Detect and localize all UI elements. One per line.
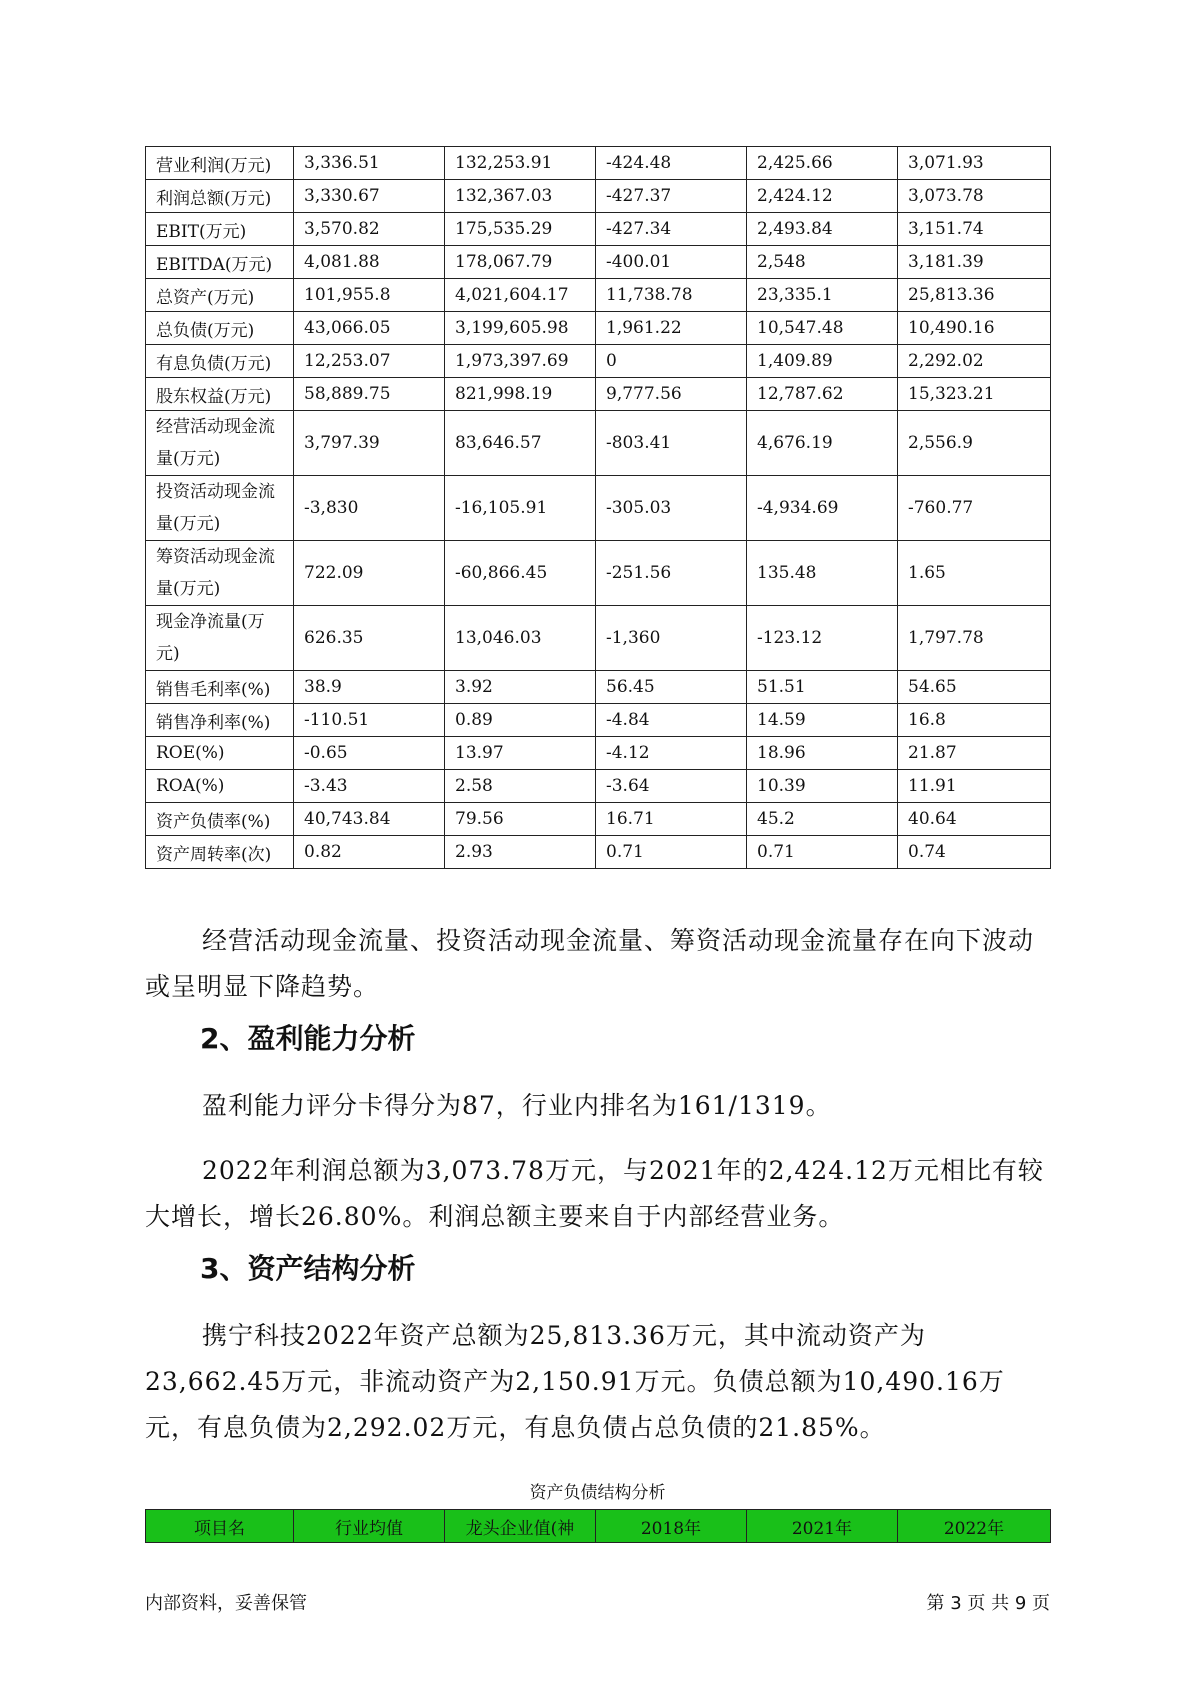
table-row [146, 770, 1051, 803]
table-caption: 资产负债结构分析 [529, 1483, 666, 1503]
row-label: 销售毛利率(%) [146, 671, 294, 704]
table-cell: 23,335.1 [747, 279, 898, 312]
row-label-line: 经营活动现金流 [156, 417, 275, 437]
profit-paragraph: 2022年利润总额为3,073.78万元，与2021年的2,424.12万元相比有较大增长，增长26.80%。利润总额主要来自于内部经营业务。 [145, 1156, 1044, 1231]
table-cell: -760.77 [898, 476, 1051, 541]
table-row [146, 803, 1051, 836]
table-cell: -4.12 [596, 737, 747, 770]
table-cell: 3,797.39 [294, 411, 445, 476]
row-label: 销售净利率(%) [146, 704, 294, 737]
table-cell: 21.87 [898, 737, 1051, 770]
table-cell: 4,021,604.17 [445, 279, 596, 312]
table-cell: 0.71 [747, 836, 898, 869]
table-cell: 43,066.05 [294, 312, 445, 345]
footer-confidential-note: 内部资料，妥善保管 [145, 1593, 307, 1614]
table-cell: 132,253.91 [445, 147, 596, 180]
row-label: EBITDA(万元) [146, 246, 294, 279]
table-cell: 3,073.78 [898, 180, 1051, 213]
table-cell: 16.8 [898, 704, 1051, 737]
table-cell: 51.51 [747, 671, 898, 704]
table-cell: -110.51 [294, 704, 445, 737]
table-cell: 12,253.07 [294, 345, 445, 378]
row-label [146, 411, 294, 476]
table-cell: 38.9 [294, 671, 445, 704]
table-cell: 132,367.03 [445, 180, 596, 213]
table-cell: 16.71 [596, 803, 747, 836]
table-cell: 40,743.84 [294, 803, 445, 836]
table-cell: 2,292.02 [898, 345, 1051, 378]
table-cell: 1,409.89 [747, 345, 898, 378]
table-row [146, 671, 1051, 704]
table-cell: 4,081.88 [294, 246, 445, 279]
table-cell: 9,777.56 [596, 378, 747, 411]
row-label-line: 量(万元) [156, 449, 221, 469]
table-cell: 4,676.19 [747, 411, 898, 476]
table-cell: 101,955.8 [294, 279, 445, 312]
profitability-heading: 2、盈利能力分析 [200, 1022, 416, 1055]
table-cell: -0.65 [294, 737, 445, 770]
table-cell: 0.74 [898, 836, 1051, 869]
table-cell: 3,181.39 [898, 246, 1051, 279]
footer-page-number: 第 3 页 共 9 页 [926, 1593, 1050, 1614]
row-label-line: 元) [156, 644, 180, 664]
table-cell: -424.48 [596, 147, 747, 180]
table-cell: -305.03 [596, 476, 747, 541]
table-cell: 2.93 [445, 836, 596, 869]
table-header-row [146, 1510, 1051, 1543]
table-cell: 11.91 [898, 770, 1051, 803]
row-label: ROA(%) [146, 770, 294, 803]
row-label: 股东权益(万元) [146, 378, 294, 411]
row-label: 有息负债(万元) [146, 345, 294, 378]
table-cell: 13,046.03 [445, 606, 596, 671]
table-cell: 821,998.19 [445, 378, 596, 411]
table-cell: -4,934.69 [747, 476, 898, 541]
table-row [146, 246, 1051, 279]
table-row [146, 476, 1051, 541]
column-header: 项目名 [146, 1510, 294, 1543]
table-cell: -16,105.91 [445, 476, 596, 541]
table-cell: -3.64 [596, 770, 747, 803]
row-label [146, 541, 294, 606]
table-cell: -251.56 [596, 541, 747, 606]
table-cell: 40.64 [898, 803, 1051, 836]
cashflow-paragraph: 经营活动现金流量、投资活动现金流量、筹资活动现金流量存在向下波动或呈明显下降趋势。 [145, 926, 1035, 1001]
row-label: 利润总额(万元) [146, 180, 294, 213]
table-row [146, 345, 1051, 378]
asset-paragraph: 携宁科技2022年资产总额为25,813.36万元，其中流动资产为23,662.45万元，非流动资产为2,150.91万元。负债总额为10,490.16万元，有息负债为2,292.02万元，有息负债占总负债的21.85%。 [145, 1321, 1005, 1442]
table-row [146, 378, 1051, 411]
table-cell: 1,961.22 [596, 312, 747, 345]
table-cell: 18.96 [747, 737, 898, 770]
table-cell: -123.12 [747, 606, 898, 671]
row-label-line: 量(万元) [156, 579, 221, 599]
table-cell: 722.09 [294, 541, 445, 606]
table-cell: 0.71 [596, 836, 747, 869]
table-cell: 54.65 [898, 671, 1051, 704]
table-cell: 12,787.62 [747, 378, 898, 411]
table-row [146, 704, 1051, 737]
table-cell: 3,199,605.98 [445, 312, 596, 345]
asset-structure-heading: 3、资产结构分析 [200, 1252, 416, 1285]
table-cell: 3,570.82 [294, 213, 445, 246]
table-cell: 14.59 [747, 704, 898, 737]
table-cell: -1,360 [596, 606, 747, 671]
table-cell: 175,535.29 [445, 213, 596, 246]
table-cell: -803.41 [596, 411, 747, 476]
row-label [146, 476, 294, 541]
row-label: EBIT(万元) [146, 213, 294, 246]
row-label: 资产周转率(次) [146, 836, 294, 869]
row-label: 营业利润(万元) [146, 147, 294, 180]
table-row [146, 312, 1051, 345]
table-cell: 13.97 [445, 737, 596, 770]
row-label [146, 606, 294, 671]
table-cell: 3.92 [445, 671, 596, 704]
table-cell: 3,071.93 [898, 147, 1051, 180]
financial-metrics-table [145, 146, 1051, 869]
column-header: 2018年 [596, 1510, 747, 1543]
table-cell: 0 [596, 345, 747, 378]
table-row [146, 279, 1051, 312]
score-paragraph: 盈利能力评分卡得分为87，行业内排名为161/1319。 [202, 1091, 832, 1120]
row-label: 总资产(万元) [146, 279, 294, 312]
table-cell: 2,493.84 [747, 213, 898, 246]
table-cell: 15,323.21 [898, 378, 1051, 411]
table-cell: 83,646.57 [445, 411, 596, 476]
table-cell: -3.43 [294, 770, 445, 803]
table-cell: 2,548 [747, 246, 898, 279]
table-cell: 2,556.9 [898, 411, 1051, 476]
table-row [146, 606, 1051, 671]
row-label: 总负债(万元) [146, 312, 294, 345]
table-cell: 2,425.66 [747, 147, 898, 180]
column-header: 龙头企业值(神 [445, 1510, 596, 1543]
table-cell: 1.65 [898, 541, 1051, 606]
table-cell: 3,336.51 [294, 147, 445, 180]
column-header: 2022年 [898, 1510, 1051, 1543]
table-cell: -427.34 [596, 213, 747, 246]
table-cell: 45.2 [747, 803, 898, 836]
row-label: ROE(%) [146, 737, 294, 770]
table-row [146, 213, 1051, 246]
table-cell: 10.39 [747, 770, 898, 803]
table-cell: 626.35 [294, 606, 445, 671]
table-row [146, 836, 1051, 869]
table-row [146, 411, 1051, 476]
table-cell: 79.56 [445, 803, 596, 836]
row-label-line: 筹资活动现金流 [156, 547, 275, 567]
table-cell: 0.89 [445, 704, 596, 737]
row-label-line: 量(万元) [156, 514, 221, 534]
table-row [146, 147, 1051, 180]
table-cell: 10,490.16 [898, 312, 1051, 345]
row-label-line: 投资活动现金流 [156, 482, 275, 502]
table-cell: 178,067.79 [445, 246, 596, 279]
column-header: 行业均值 [294, 1510, 445, 1543]
table-row [146, 541, 1051, 606]
table-cell: 10,547.48 [747, 312, 898, 345]
asset-liability-structure-table [145, 1509, 1051, 1543]
table-cell: -3,830 [294, 476, 445, 541]
column-header: 2021年 [747, 1510, 898, 1543]
table-cell: 2,424.12 [747, 180, 898, 213]
table-row [146, 180, 1051, 213]
table-cell: 11,738.78 [596, 279, 747, 312]
table-cell: 56.45 [596, 671, 747, 704]
table-cell: 3,330.67 [294, 180, 445, 213]
table-cell: -60,866.45 [445, 541, 596, 606]
table-cell: 58,889.75 [294, 378, 445, 411]
table-cell: 2.58 [445, 770, 596, 803]
table-cell: 1,973,397.69 [445, 345, 596, 378]
table-row [146, 737, 1051, 770]
row-label: 资产负债率(%) [146, 803, 294, 836]
table-cell: -427.37 [596, 180, 747, 213]
table-cell: 135.48 [747, 541, 898, 606]
table-cell: 25,813.36 [898, 279, 1051, 312]
table-cell: 3,151.74 [898, 213, 1051, 246]
table-cell: 1,797.78 [898, 606, 1051, 671]
table-cell: -400.01 [596, 246, 747, 279]
table-cell: 0.82 [294, 836, 445, 869]
table-cell: -4.84 [596, 704, 747, 737]
row-label-line: 现金净流量(万 [156, 612, 265, 632]
